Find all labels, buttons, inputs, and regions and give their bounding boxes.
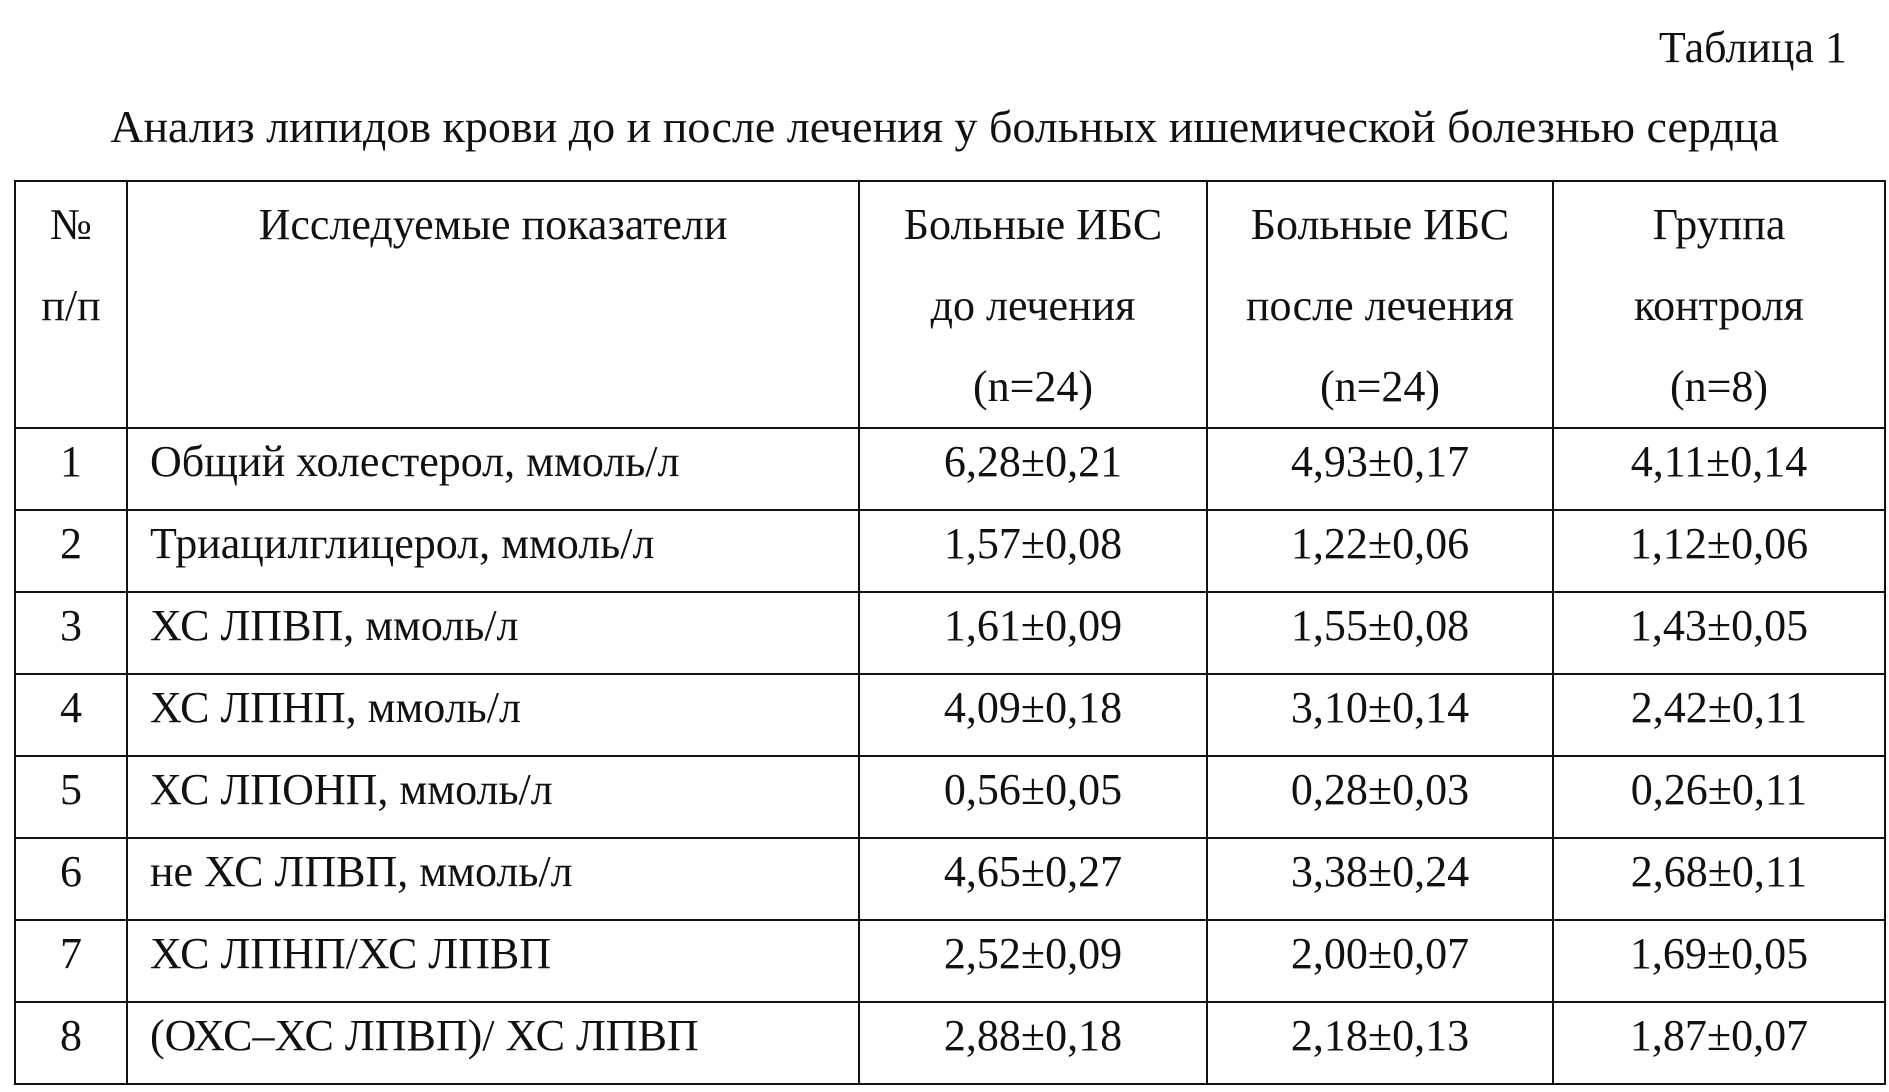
header-before-treatment	[859, 181, 1207, 428]
row-num: 2	[15, 510, 127, 592]
row-before-value: 1,57±0,08	[859, 510, 1207, 592]
header-before-line: (n=24)	[972, 362, 1094, 411]
table-row	[15, 756, 1885, 838]
table-label: Таблица 1	[1658, 23, 1847, 72]
row-control-value: 0,26±0,11	[1553, 756, 1885, 838]
table-row	[15, 838, 1885, 920]
row-control-value: 2,42±0,11	[1553, 674, 1885, 756]
row-indicator: ХС ЛПВП, ммоль/л	[127, 592, 859, 674]
row-control-value: 1,69±0,05	[1553, 920, 1885, 1002]
header-indicator	[127, 181, 859, 428]
row-indicator: ХС ЛПОНП, ммоль/л	[127, 756, 859, 838]
row-after-value: 2,00±0,07	[1207, 920, 1553, 1002]
row-num: 7	[15, 920, 127, 1002]
table-row	[15, 920, 1885, 1002]
row-after-value: 1,22±0,06	[1207, 510, 1553, 592]
row-before-value: 6,28±0,21	[859, 428, 1207, 510]
header-after-line: (n=24)	[1319, 362, 1441, 411]
row-num: 1	[15, 428, 127, 510]
row-control-value: 1,12±0,06	[1553, 510, 1885, 592]
row-before-value: 2,52±0,09	[859, 920, 1207, 1002]
row-indicator: (ОХС–ХС ЛПВП)/ ХС ЛПВП	[127, 1002, 859, 1084]
table-row	[15, 1002, 1885, 1084]
row-indicator: ХС ЛПНП/ХС ЛПВП	[127, 920, 859, 1002]
table-row	[15, 428, 1885, 510]
header-control-line: контроля	[1633, 281, 1805, 330]
row-before-value: 2,88±0,18	[859, 1002, 1207, 1084]
row-after-value: 4,93±0,17	[1207, 428, 1553, 510]
row-control-value: 4,11±0,14	[1553, 428, 1885, 510]
row-after-value: 2,18±0,13	[1207, 1002, 1553, 1084]
row-before-value: 4,65±0,27	[859, 838, 1207, 920]
table-row	[15, 674, 1885, 756]
header-num-line: п/п	[41, 281, 101, 330]
table-title: Анализ липидов крови до и после лечения у больных ишемической болезнью сердца	[110, 101, 1779, 152]
row-before-value: 4,09±0,18	[859, 674, 1207, 756]
row-indicator: ХС ЛПНП, ммоль/л	[127, 674, 859, 756]
row-indicator: не ХС ЛПВП, ммоль/л	[127, 838, 859, 920]
row-control-value: 1,87±0,07	[1553, 1002, 1885, 1084]
header-control-line: Группа	[1652, 200, 1786, 249]
row-indicator: Триацилглицерол, ммоль/л	[127, 510, 859, 592]
row-num: 5	[15, 756, 127, 838]
row-before-value: 0,56±0,05	[859, 756, 1207, 838]
header-control-line: (n=8)	[1669, 362, 1769, 411]
header-before-line: Больные ИБС	[903, 200, 1163, 249]
header-after-line: Больные ИБС	[1250, 200, 1510, 249]
row-control-value: 1,43±0,05	[1553, 592, 1885, 674]
row-num: 6	[15, 838, 127, 920]
row-before-value: 1,61±0,09	[859, 592, 1207, 674]
header-indicator-line: Исследуемые показатели	[258, 200, 728, 249]
lipid-analysis-table	[14, 180, 1886, 1085]
row-after-value: 3,10±0,14	[1207, 674, 1553, 756]
row-num: 8	[15, 1002, 127, 1084]
table-header-row	[15, 181, 1885, 428]
row-after-value: 0,28±0,03	[1207, 756, 1553, 838]
row-after-value: 3,38±0,24	[1207, 838, 1553, 920]
row-control-value: 2,68±0,11	[1553, 838, 1885, 920]
row-num: 3	[15, 592, 127, 674]
header-before-line: до лечения	[930, 281, 1136, 330]
row-after-value: 1,55±0,08	[1207, 592, 1553, 674]
header-after-line: после лечения	[1245, 281, 1515, 330]
header-num-line: №	[50, 200, 92, 249]
header-control-group	[1553, 181, 1885, 428]
table-row	[15, 592, 1885, 674]
table-row	[15, 510, 1885, 592]
header-num	[15, 181, 127, 428]
row-indicator: Общий холестерол, ммоль/л	[127, 428, 859, 510]
header-after-treatment	[1207, 181, 1553, 428]
row-num: 4	[15, 674, 127, 756]
